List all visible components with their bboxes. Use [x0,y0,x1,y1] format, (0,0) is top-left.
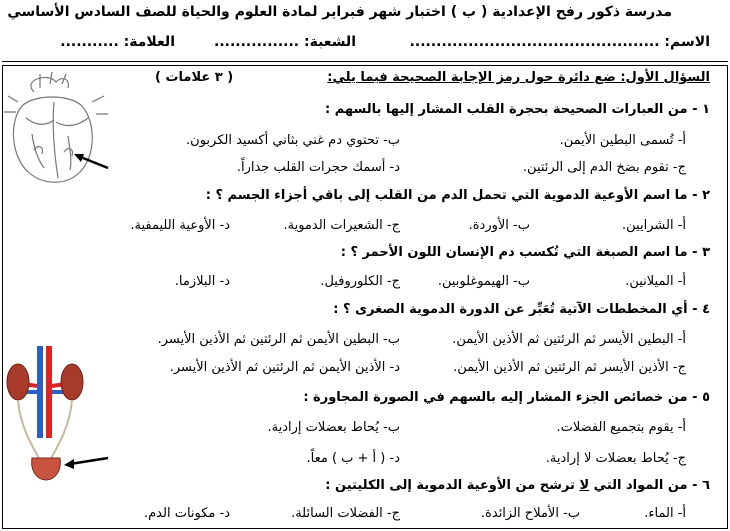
q4-option-a[interactable]: أ- البطين الأيسر ثم الرئتين ثم الأذين الأيمن. [452,332,686,347]
q6-text-post: ترشح من الأوعية الدموية إلى الكليتين : [325,478,580,493]
q6-option-b[interactable]: ب- الأملاح الزائدة. [480,506,580,521]
q5-option-b[interactable]: ب- يُحاط بعضلات إرادية. [267,420,400,435]
q2-option-a[interactable]: أ- الشرايين. [622,218,686,233]
q6-option-a[interactable]: أ- الماء. [644,506,686,521]
question-4: ٤ - أي المخططات الآتية تُعَبِّر عن الدورة الدموية الصغرى ؟ : [333,302,710,317]
exam-title: مدرسة ذكور رفح الإعدادية ( ب ) اختبار شهر فبراير لمادة العلوم والحياة للصف السادس الأساسي [7,4,672,20]
q6-option-c[interactable]: ج- الفضلات السائلة. [291,506,400,521]
vena-cava [37,346,43,438]
q4-option-b[interactable]: ب- البطين الأيمن ثم الرئتين ثم الأذين الأيسر. [157,332,400,347]
q1-option-d[interactable]: د- أسمك حجرات القلب جداراً. [236,160,400,175]
urinary-system-diagram [4,346,112,484]
q5-option-d[interactable]: د- ( أ + ب ) معاً. [306,451,400,466]
header-rule [2,61,728,62]
q2-option-c[interactable]: ج- الشعيرات الدموية. [283,218,400,233]
q4-option-d[interactable]: د- الأذين الأيمن ثم الرئتين ثم الأذين الأيسر. [169,360,400,375]
student-name-line: الاسم: ............................................... [409,34,710,50]
question-1: ١ - من العبارات الصحيحة بحجرة القلب المشار إليها بالسهم : [324,102,710,117]
q5-option-a[interactable]: أ- يقوم بتجميع الفضلات. [556,420,686,435]
score-line: العلامة: ........... [60,34,175,50]
q1-option-a[interactable]: أ- تُسمى البطين الأيمن. [559,133,686,148]
left-kidney [7,364,29,400]
question-2: ٢ - ما اسم الأوعية الدموية التي تحمل الدم من القلب إلى باقي أجزاء الجسم ؟ : [205,188,710,203]
question-6 [325,478,710,493]
class-line: الشعبة: ................ [214,34,356,50]
q3-option-a[interactable]: أ- الميلانين. [625,274,686,289]
q6-text-pre: ٦ - من المواد التي [589,478,710,493]
section1-marks: ( ٣ علامات ) [155,70,234,85]
q3-option-d[interactable]: د- البلازما. [174,274,230,289]
q1-option-b[interactable]: ب- تحتوي دم غني بثاني أكسيد الكربون. [186,133,400,148]
q5-option-c[interactable]: ج- يُحاط بعضلات لا إرادية. [545,451,686,466]
question-5: ٥ - من خصائص الجزء المشار إليه بالسهم في الصورة المجاورة : [303,390,710,405]
question-3: ٣ - ما اسم الصبغة التي تُكسب دم الإنسان اللون الأحمر ؟ : [340,245,710,260]
q1-option-c[interactable]: ج- تقوم بضخ الدم إلى الرئتين. [522,160,686,175]
heart-diagram [4,72,112,188]
q6-option-d[interactable]: د- مكونات الدم. [144,506,230,521]
bladder-arrow-line [70,458,108,464]
q2-option-b[interactable]: ب- الأوردة. [468,218,530,233]
right-kidney [61,364,83,400]
aorta [46,346,52,438]
section1-title: السؤال الأول: ضع دائرة حول رمز الإجابة الصحيحة فيما يلي: [327,70,710,85]
q4-option-c[interactable]: ج- الأذين الأيسر ثم الرئتين ثم الأذين الأيمن. [453,360,686,375]
heart-arrow-head [74,154,84,162]
q3-option-c[interactable]: ج- الكلوروفيل. [320,274,400,289]
q6-text-negation: لا [579,478,590,493]
bladder-arrow-head [64,459,74,469]
urinary-bladder [32,458,61,480]
q3-option-b[interactable]: ب- الهيموغلوبين. [437,274,530,289]
q2-option-d[interactable]: د- الأوعية الليمفية. [130,218,230,233]
